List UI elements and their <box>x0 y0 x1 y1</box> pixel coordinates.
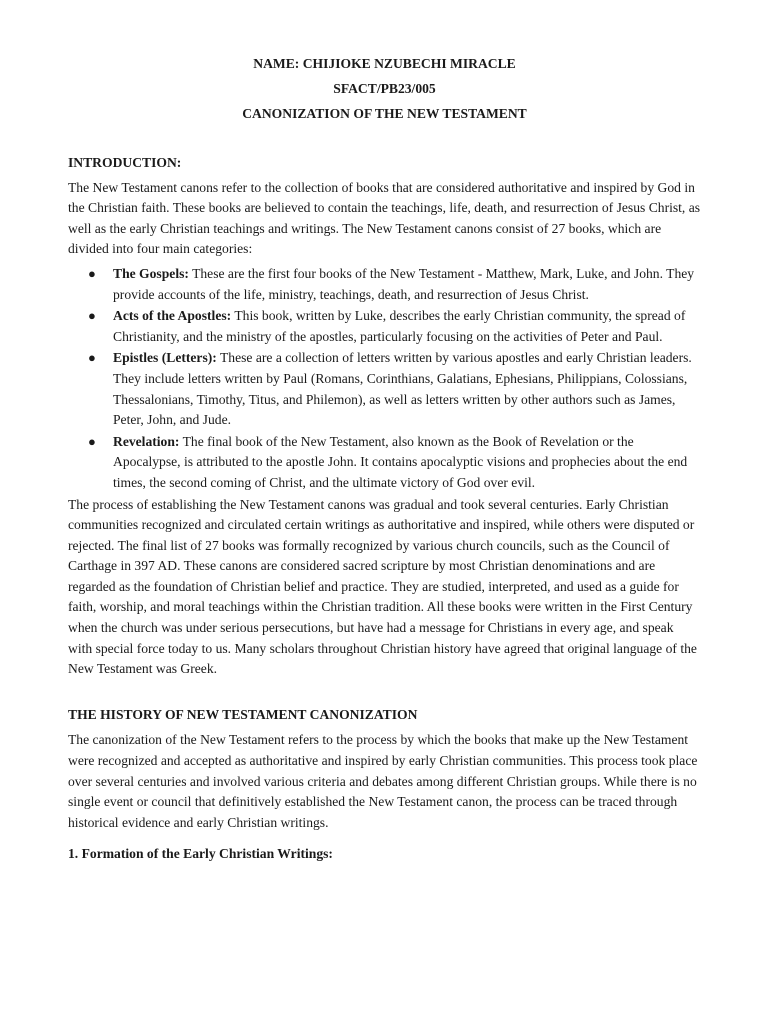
category-term: Revelation: <box>113 433 180 449</box>
category-list <box>68 264 701 494</box>
category-item-acts <box>68 306 701 347</box>
introduction-heading: INTRODUCTION: <box>68 155 182 170</box>
category-text: These are a collection of letters written by various apostles and early Christian leaders. They include letters written by Paul (Romans, Corinthians, Galatians, Ephesians, Philippians, Colossians, Thessalonians, Timothy, Titus, and Philemon), as well as letters written by other authors such as James, Peter, John, and Jude. <box>113 350 692 428</box>
category-text: This book, written by Luke, describes the early Christian community, the spread of Christianity, and the ministry of the apostles, particularly focusing on the activities of Peter and Paul. <box>113 308 686 344</box>
bullet-icon: ● <box>88 265 96 281</box>
category-item-epistles <box>68 348 701 430</box>
document-title: CANONIZATION OF THE NEW TESTAMENT <box>242 106 527 121</box>
category-item-gospels <box>68 264 701 305</box>
category-item-revelation <box>68 432 701 494</box>
formation-subheading: 1. Formation of the Early Christian Writings: <box>68 846 333 862</box>
history-paragraph: The canonization of the New Testament refers to the process by which the books that make up the New Testament were recognized and accepted as authoritative and inspired by early Christian communities. This process took place over several centuries and involved various criteria and debates among different Christian groups. While there is no single event or council that definitively established the New Testament canon, the process can be traced through historical evidence and early Christian writings. <box>68 732 698 830</box>
category-text: The final book of the New Testament, also known as the Book of Revelation or the Apocalypse, is attributed to the apostle John. It contains apocalyptic visions and prophecies about the end times, the second coming of Christ, and the ultimate victory of God over evil. <box>113 433 688 490</box>
student-name: NAME: CHIJIOKE NZUBECHI MIRACLE <box>253 56 516 71</box>
introduction-paragraph: The New Testament canons refer to the collection of books that are considered authoritative and inspired by God in the Christian faith. These books are believed to contain the teachings, life, death, and resurrection of Jesus Christ, as well as the early Christian teachings and writings. The New Testament canons consist of 27 books, which are divided into four main categories: <box>68 179 701 257</box>
history-heading: THE HISTORY OF NEW TESTAMENT CANONIZATION <box>68 706 418 722</box>
student-id: SFACT/PB23/005 <box>333 81 436 96</box>
canon-process-paragraph: The process of establishing the New Testament canons was gradual and took several centuries. Early Christian communities recognized and circulated certain writings as authoritative and inspired, while others were disputed or rejected. The final list of 27 books was formally recognized by various church councils, such as the Council of Carthage in 397 AD. These canons are considered sacred scripture by most Christian denominations and are regarded as the foundation of Christian belief and practice. They are studied, interpreted, and used as a guide for faith, worship, and moral teachings within the Christian tradition. All these books were written in the First Century when the church was under serious persecutions, but have had a message for Christians in every age, and speak with special force today to us. Many scholars throughout Christian history have agreed that original language of the New Testament was Greek. <box>68 496 697 677</box>
category-term: Acts of the Apostles: <box>113 308 232 324</box>
category-term: Epistles (Letters): <box>113 350 217 366</box>
category-text: These are the first four books of the New Testament - Matthew, Mark, Luke, and John. They provide accounts of the life, ministry, teachings, death, and resurrection of Jesus Christ. <box>113 265 695 302</box>
category-term: The Gospels: <box>113 265 189 281</box>
bullet-icon: ● <box>88 433 96 449</box>
bullet-icon: ● <box>88 308 96 324</box>
bullet-icon: ● <box>88 350 96 366</box>
